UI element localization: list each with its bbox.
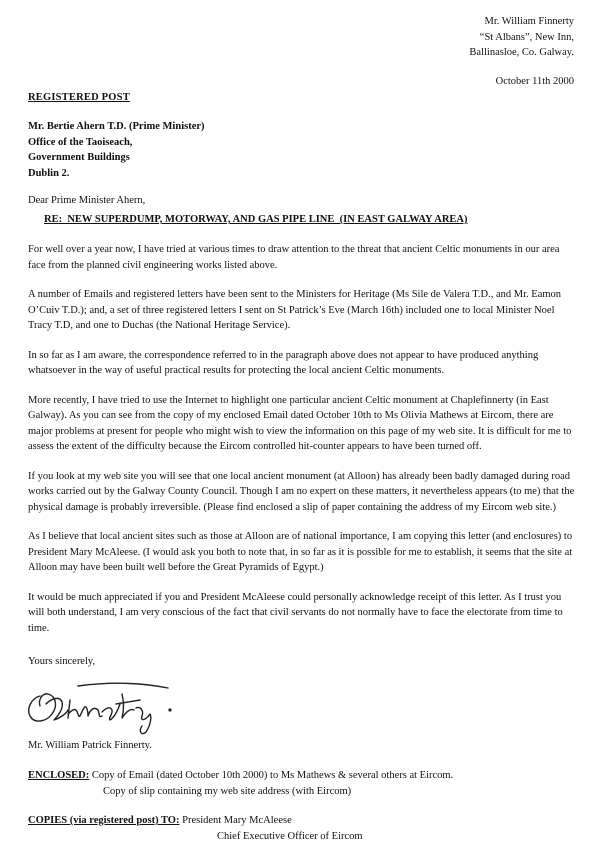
copies-block xyxy=(28,813,363,844)
sender-name: Mr. William Finnerty xyxy=(484,16,574,27)
enclosure-item: Copy of Email (dated October 10th 2000) to Ms Mathews & several others at Eircom. xyxy=(89,770,454,781)
enclosures-block xyxy=(28,768,453,799)
paragraph: It would be much appreciated if you and President McAleese could personally acknowledge receipt of this letter. As I trust you will both understand, I am very conscious of the fact that civil servants do not normally have to face the electorate from time to time. xyxy=(28,591,563,634)
sender-town: Ballinasloe, Co. Galway. xyxy=(469,47,574,58)
closing: Yours sincerely, xyxy=(28,656,96,667)
letter-body xyxy=(28,242,578,650)
addressee-line: Office of the Taoiseach, xyxy=(28,136,133,148)
signatory-name: Mr. William Patrick Finnerty. xyxy=(28,740,152,751)
sender-address xyxy=(469,14,574,61)
addressee-line: Government Buildings xyxy=(28,152,130,163)
addressee-block xyxy=(28,119,205,181)
paragraph: If you look at my web site you will see that one local ancient monument (at Alloon) has already been badly damaged during road works carried out by the Galway County Council. Though I am no expert on these matters, it nevertheless appears (to me) that the physical damage is probably irreversible. (Please find enclosed a slip of paper containing the address of my Eircom web site.) xyxy=(28,470,575,513)
copy-recipient: Chief Executive Officer of Eircom xyxy=(217,830,363,842)
subject-line: RE: NEW SUPERDUMP, MOTORWAY, AND GAS PIPE LINE (IN EAST GALWAY AREA) xyxy=(44,214,468,225)
paragraph: In so far as I am aware, the correspondence referred to in the paragraph above does not appear to have produced anything whatsoever in the way of useful practical results for protecting the local ancient Celtic monuments. xyxy=(28,349,539,376)
handwritten-signature xyxy=(18,674,218,736)
paragraph: A number of Emails and registered letters have been sent to the Ministers for Heritage (Ms Sile de Valera T.D., and Mr. Eamon O’Cuiv T.D.); and, a set of three registered letters I sent on St Patrick’s Eve (March 16th) included one to local Minister Noel Tracy T.D, and one to Duchas (the National Heritage Service). xyxy=(28,289,562,331)
copy-recipient: President Mary McAleese xyxy=(179,815,292,826)
enclosure-item: Copy of slip containing my web site address (with Eircom) xyxy=(103,785,352,797)
addressee-line: Dublin 2. xyxy=(28,167,70,179)
addressee-line: Mr. Bertie Ahern T.D. (Prime Minister) xyxy=(28,121,205,132)
salutation: Dear Prime Minister Ahern, xyxy=(28,195,146,206)
paragraph: More recently, I have tried to use the Internet to highlight one particular ancient Celtic monument at Chaplefinnerty (in East Galway). As you can see from the copy of my enclosed Email dated October 10th to Ms Olivia Mathews at Eircom, there are major problems at present for people who might wish to view the information on this page of my web site. It is difficult for me to assess the extent of the difficulty because the Eircom controlled hit-counter appears to have been turned off. xyxy=(28,394,572,452)
enclosed-label: ENCLOSED: xyxy=(28,770,90,781)
paragraph: As I believe that local ancient sites such as those at Alloon are of national importance, I am copying this letter (and enclosures) to President Mary McAleese. (I would ask you both to note that, in so far as it is possible for me to establish, it seems that the site at Alloon may have been built well before the Great Pyramids of Egypt.) xyxy=(28,531,573,573)
letter-date: October 11th 2000 xyxy=(495,76,574,87)
copies-label: COPIES (via registered post) TO: xyxy=(28,815,180,826)
registered-post-label: REGISTERED POST xyxy=(28,92,130,103)
sender-house: “St Albans”, New Inn, xyxy=(479,31,574,43)
paragraph: For well over a year now, I have tried at various times to draw attention to the threat that ancient Celtic monuments in our area face from the planned civil engineering works listed above. xyxy=(28,244,560,271)
